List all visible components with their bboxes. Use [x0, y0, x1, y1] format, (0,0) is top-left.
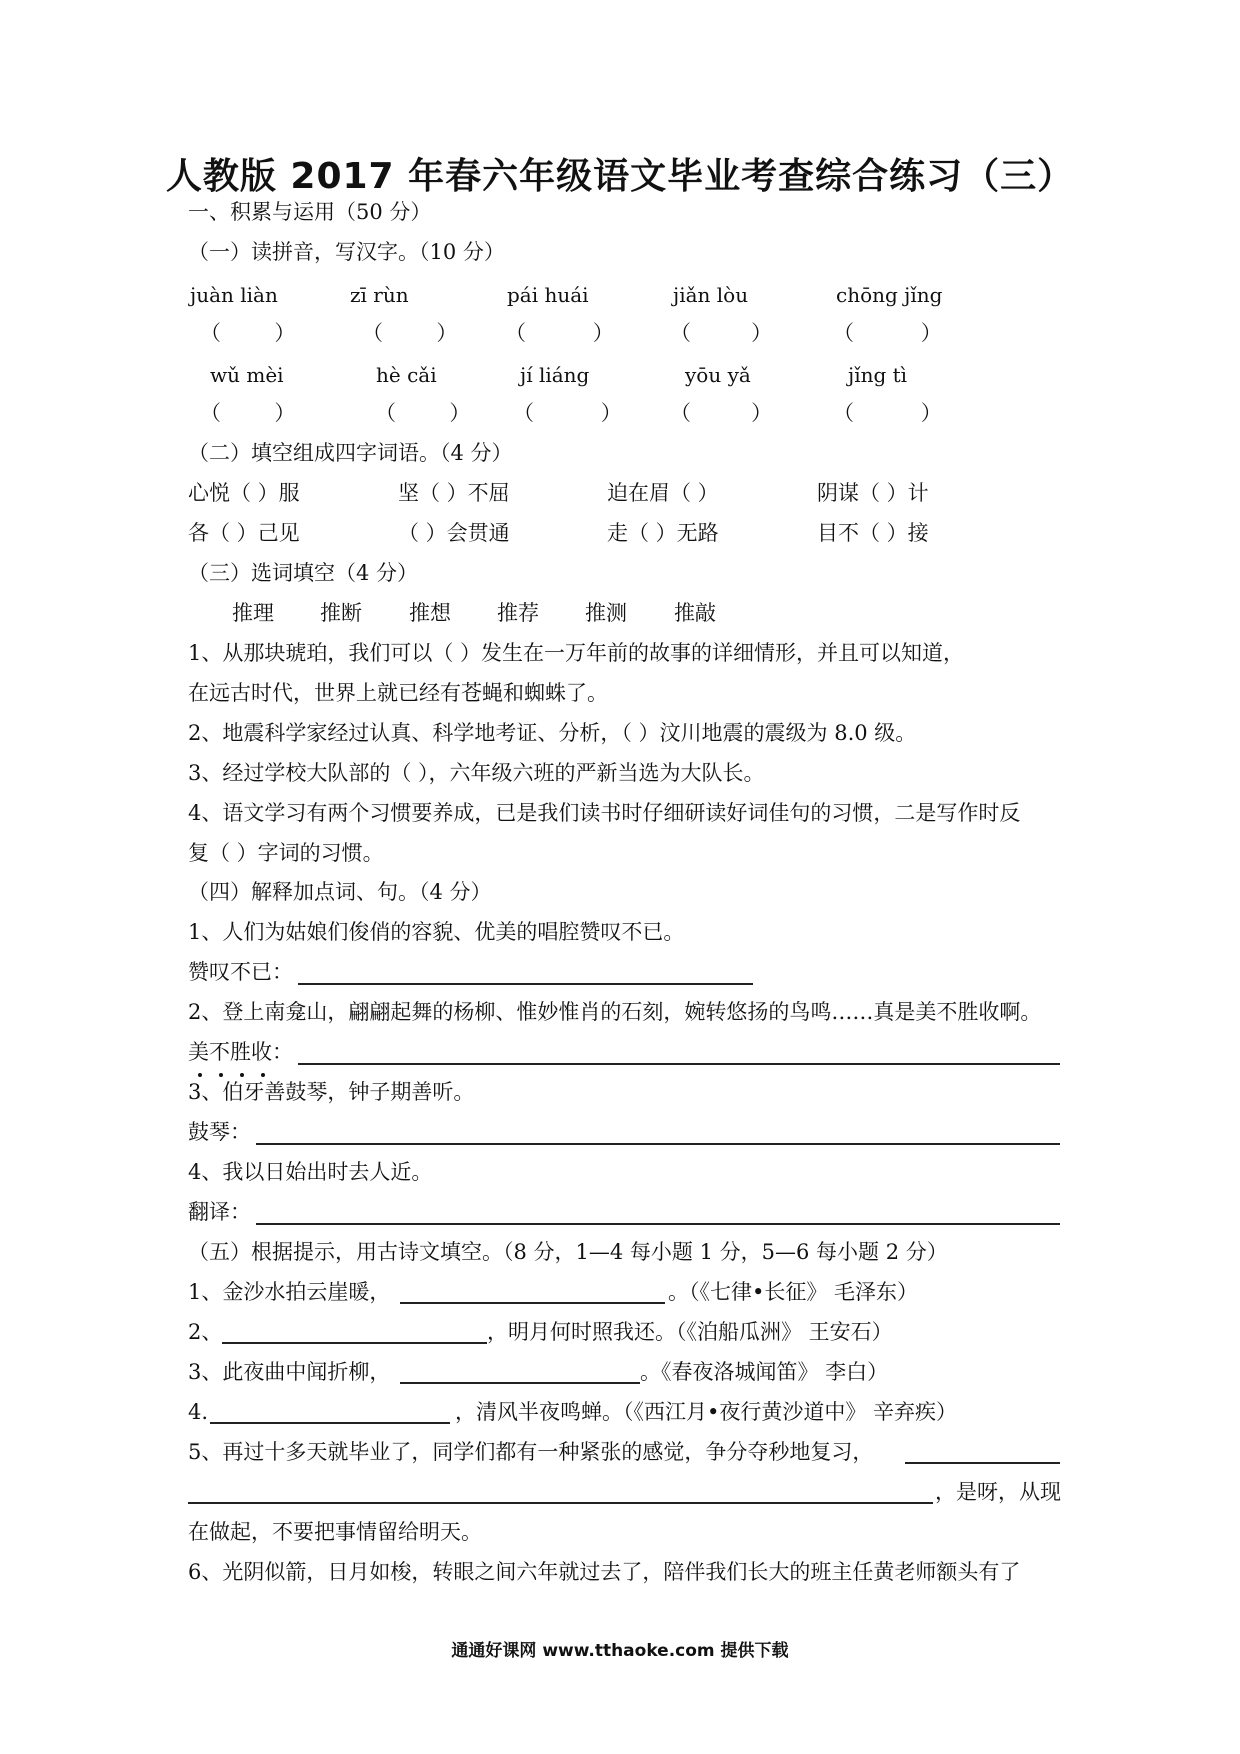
pinyin-7: hè cǎi	[376, 363, 437, 387]
part4-heading: （四）解释加点词、句。（4 分）	[188, 880, 492, 904]
idiom-5: 各（ ）己见	[188, 521, 300, 545]
idiom-8: 目不（ ）接	[817, 521, 929, 545]
pinyin-3: pái huái	[507, 283, 589, 307]
answer-label-4-2: 美不胜收：	[188, 1040, 293, 1064]
answer-label-4-4: 翻译：	[188, 1200, 251, 1224]
poem-1-pre: 1、金沙水拍云崖暖，	[188, 1280, 391, 1304]
idiom-6: （ ）会贯通	[398, 521, 510, 545]
word-option: 推测	[585, 601, 627, 625]
part1-heading: （一）读拼音，写汉字。（10 分）	[188, 240, 505, 264]
question-5-5c: 在做起，不要把事情留给明天。	[188, 1520, 482, 1544]
pinyin-1: juàn liàn	[190, 283, 278, 307]
answer-paren-4[interactable]: （ ）	[670, 321, 773, 345]
poem-blank-4[interactable]	[210, 1422, 450, 1424]
pinyin-10: jǐng tì	[848, 363, 908, 387]
idiom-4: 阴谋（ ）计	[817, 481, 929, 505]
answer-line-4-2[interactable]	[298, 1063, 1060, 1065]
pinyin-9: yōu yǎ	[685, 363, 751, 387]
poem-3-post: 。《春夜洛城闻笛》 李白）	[640, 1360, 889, 1384]
answer-paren-2[interactable]: （ ）	[362, 321, 458, 345]
poem-blank-2[interactable]	[222, 1342, 487, 1344]
pinyin-6: wǔ mèi	[210, 363, 284, 387]
part3-heading: （三）选词填空（4 分）	[188, 561, 419, 585]
page-title: 人教版 2017 年春六年级语文毕业考查综合练习（三）	[165, 156, 1075, 197]
poem-blank-1[interactable]	[400, 1302, 665, 1304]
question-3-4b: 复（ ）字词的习惯。	[188, 841, 384, 865]
page-footer: 通通好课网 www.tthaoke.com 提供下载	[451, 1641, 789, 1661]
question-5-5b: ，是呀，从现	[935, 1480, 1061, 1504]
idiom-7: 走（ ）无路	[607, 521, 719, 545]
word-option: 推理	[232, 601, 274, 625]
idiom-1: 心悦（ ）服	[188, 481, 300, 505]
answer-paren-5[interactable]: （ ）	[833, 321, 942, 345]
answer-line-4-4[interactable]	[256, 1223, 1060, 1225]
question-3-1a: 1、从那块琥珀，我们可以（ ）发生在一万年前的故事的详细情形，并且可以知道，	[188, 641, 965, 665]
answer-paren-1[interactable]: （ ）	[200, 321, 296, 345]
poem-4-post: ，清风半夜鸣蝉。（《西江月•夜行黄沙道中》 辛弃疾）	[455, 1400, 958, 1424]
part2-heading: （二）填空组成四字词语。（4 分）	[188, 441, 513, 465]
question-3-4a: 4、语文学习有两个习惯要养成，已是我们读书时仔细研读好词佳句的习惯，二是写作时反	[188, 801, 1021, 825]
word-option: 推荐	[497, 601, 539, 625]
question-4-2: 2、登上南龛山，翩翩起舞的杨柳、惟妙惟肖的石刻，婉转悠扬的鸟鸣……真是美不胜收啊。	[188, 1000, 1042, 1024]
word-option: 推敲	[674, 601, 716, 625]
answer-paren-10[interactable]: （ ）	[833, 401, 942, 425]
answer-paren-7[interactable]: （ ）	[375, 401, 471, 425]
poem-blank-5a[interactable]	[905, 1462, 1060, 1464]
pinyin-2: zī rùn	[350, 283, 409, 307]
question-4-3: 3、伯牙善鼓琴，钟子期善听。	[188, 1080, 475, 1104]
answer-paren-9[interactable]: （ ）	[670, 401, 773, 425]
question-3-1b: 在远古时代，世界上就已经有苍蝇和蜘蛛了。	[188, 681, 608, 705]
question-4-4: 4、我以日始出时去人近。	[188, 1160, 433, 1184]
pinyin-4: jiǎn lòu	[673, 283, 749, 307]
poem-2-post: ，明月何时照我还。（《泊船瓜洲》 王安石）	[487, 1320, 893, 1344]
poem-1-post: 。（《七律•长征》 毛泽东）	[668, 1280, 919, 1304]
poem-blank-5b[interactable]	[188, 1502, 933, 1504]
question-4-1: 1、人们为姑娘们俊俏的容貌、优美的唱腔赞叹不已。	[188, 920, 685, 944]
idiom-3: 迫在眉（ ）	[607, 481, 719, 505]
answer-label-4-3: 鼓琴：	[188, 1120, 251, 1144]
poem-3-pre: 3、此夜曲中闻折柳，	[188, 1360, 391, 1384]
word-option: 推断	[320, 601, 362, 625]
pinyin-5: chōng jǐng	[836, 283, 943, 307]
question-3-2: 2、地震科学家经过认真、科学地考证、分析，（ ）汶川地震的震级为 8.0 级。	[188, 721, 917, 745]
word-option: 推想	[409, 601, 451, 625]
answer-paren-6[interactable]: （ ）	[200, 401, 296, 425]
poem-2-pre: 2、	[188, 1320, 223, 1344]
question-5-5a: 5、再过十多天就毕业了，同学们都有一种紧张的感觉，争分夺秒地复习，	[188, 1440, 874, 1464]
question-5-6: 6、光阴似箭，日月如梭，转眼之间六年就过去了，陪伴我们长大的班主任黄老师额头有了	[188, 1560, 1021, 1584]
answer-paren-8[interactable]: （ ）	[513, 401, 622, 425]
answer-line-4-3[interactable]	[256, 1143, 1060, 1145]
idiom-2: 坚（ ）不屈	[398, 481, 510, 505]
section-heading: 一、积累与运用（50 分）	[188, 200, 432, 224]
poem-blank-3[interactable]	[400, 1382, 640, 1384]
part5-heading: （五）根据提示，用古诗文填空。（8 分，1—4 每小题 1 分，5—6 每小题 2 分）	[188, 1240, 948, 1264]
poem-4-pre: 4.	[188, 1400, 209, 1424]
answer-label-4-1: 赞叹不已：	[188, 960, 293, 984]
emphasis-dots	[188, 1043, 288, 1073]
pinyin-8: jí liáng	[520, 363, 590, 387]
answer-paren-3[interactable]: （ ）	[505, 321, 614, 345]
answer-line-4-1[interactable]	[298, 983, 753, 985]
question-3-3: 3、经过学校大队部的（ ），六年级六班的严新当选为大队长。	[188, 761, 765, 785]
